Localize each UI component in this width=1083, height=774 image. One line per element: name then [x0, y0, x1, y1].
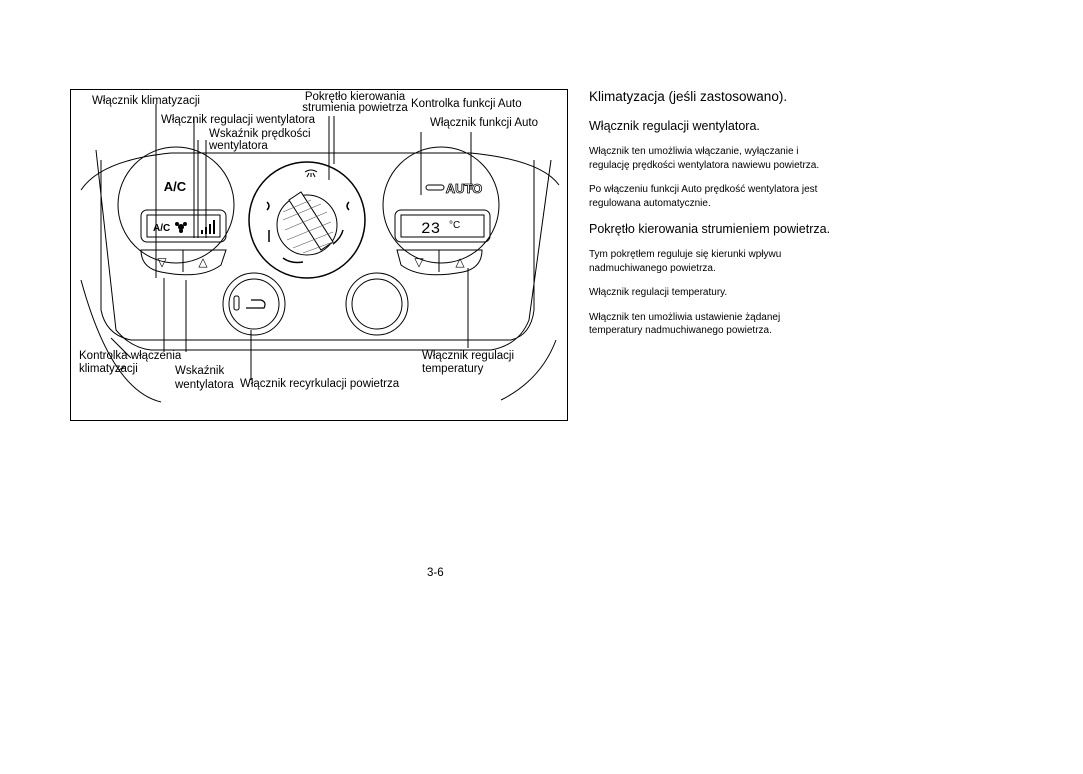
airflow-knob-paragraph: Tym pokrętłem reguluje się kierunki wpływu nadmuchiwanego powietrza.: [589, 249, 782, 274]
label-auto-indicator: Kontrolka funkcji Auto: [411, 98, 522, 110]
auto-knob-outline: [383, 147, 499, 263]
label-fan-speed-indicator: Wskaźnik prędkości wentylatora: [209, 128, 311, 152]
ac-button-label[interactable]: A/C: [163, 179, 187, 194]
label-fan-indicator: Wskaźnik wentylatora: [175, 365, 234, 391]
ac-up-arrow-icon[interactable]: △: [198, 255, 208, 269]
temp-down-arrow-icon[interactable]: ▽: [414, 255, 424, 269]
page-title: Klimatyzacja (jeśli zastosowano).: [589, 89, 788, 104]
page-number: 3-6: [427, 567, 444, 579]
label-auto-switch: Włącznik funkcji Auto: [430, 117, 539, 129]
ac-down-arrow-icon[interactable]: ▽: [157, 255, 167, 269]
label-fan-switch: Włącznik regulacji wentylatora: [161, 114, 316, 126]
fan-switch-heading: Włącznik regulacji wentylatora.: [589, 119, 760, 133]
label-ac-switch: Włącznik klimatyzacji: [92, 95, 200, 107]
fan-switch-paragraph-2: Po włączeniu funkcji Auto prędkość wentylatora jest regulowana automatycznie.: [589, 184, 818, 209]
display-ac-indicator: A/C: [153, 223, 171, 234]
auto-button-label[interactable]: AUTO: [445, 181, 483, 196]
fan-icon: [175, 222, 187, 233]
temperature-unit: °C: [449, 220, 461, 231]
temperature-readout: 23: [421, 220, 441, 238]
ac-knob-outline: [118, 147, 234, 263]
climate-panel-figure: [70, 89, 568, 421]
label-temp-switch: Włącznik regulacji temperatury: [422, 350, 515, 375]
label-airflow-knob: Pokrętło kierowania strumienia powietrza: [302, 91, 408, 114]
label-ac-indicator: Kontrolka włączenia klimatyzacji: [79, 350, 182, 375]
label-recirc-switch: Włącznik recyrkulacji powietrza: [240, 378, 400, 390]
temp-switch-paragraph: Włącznik ten umożliwia ustawienie żądanej temperatury nadmuchiwanego powietrza.: [589, 311, 781, 336]
recirculation-icon: [246, 300, 265, 308]
fan-switch-paragraph-1: Włącznik ten umożliwia włączanie, wyłączanie i regulację prędkości wentylatora nawiewu powietrza.: [589, 146, 820, 171]
defrost-icon: [305, 170, 317, 177]
text-column: [589, 88, 835, 349]
temp-switch-heading: Włącznik regulacji temperatury.: [589, 287, 728, 298]
airflow-knob-heading: Pokrętło kierowania strumieniem powietrza.: [589, 222, 831, 236]
fan-level-bars-icon: [201, 220, 215, 234]
temp-up-arrow-icon[interactable]: △: [455, 255, 465, 269]
